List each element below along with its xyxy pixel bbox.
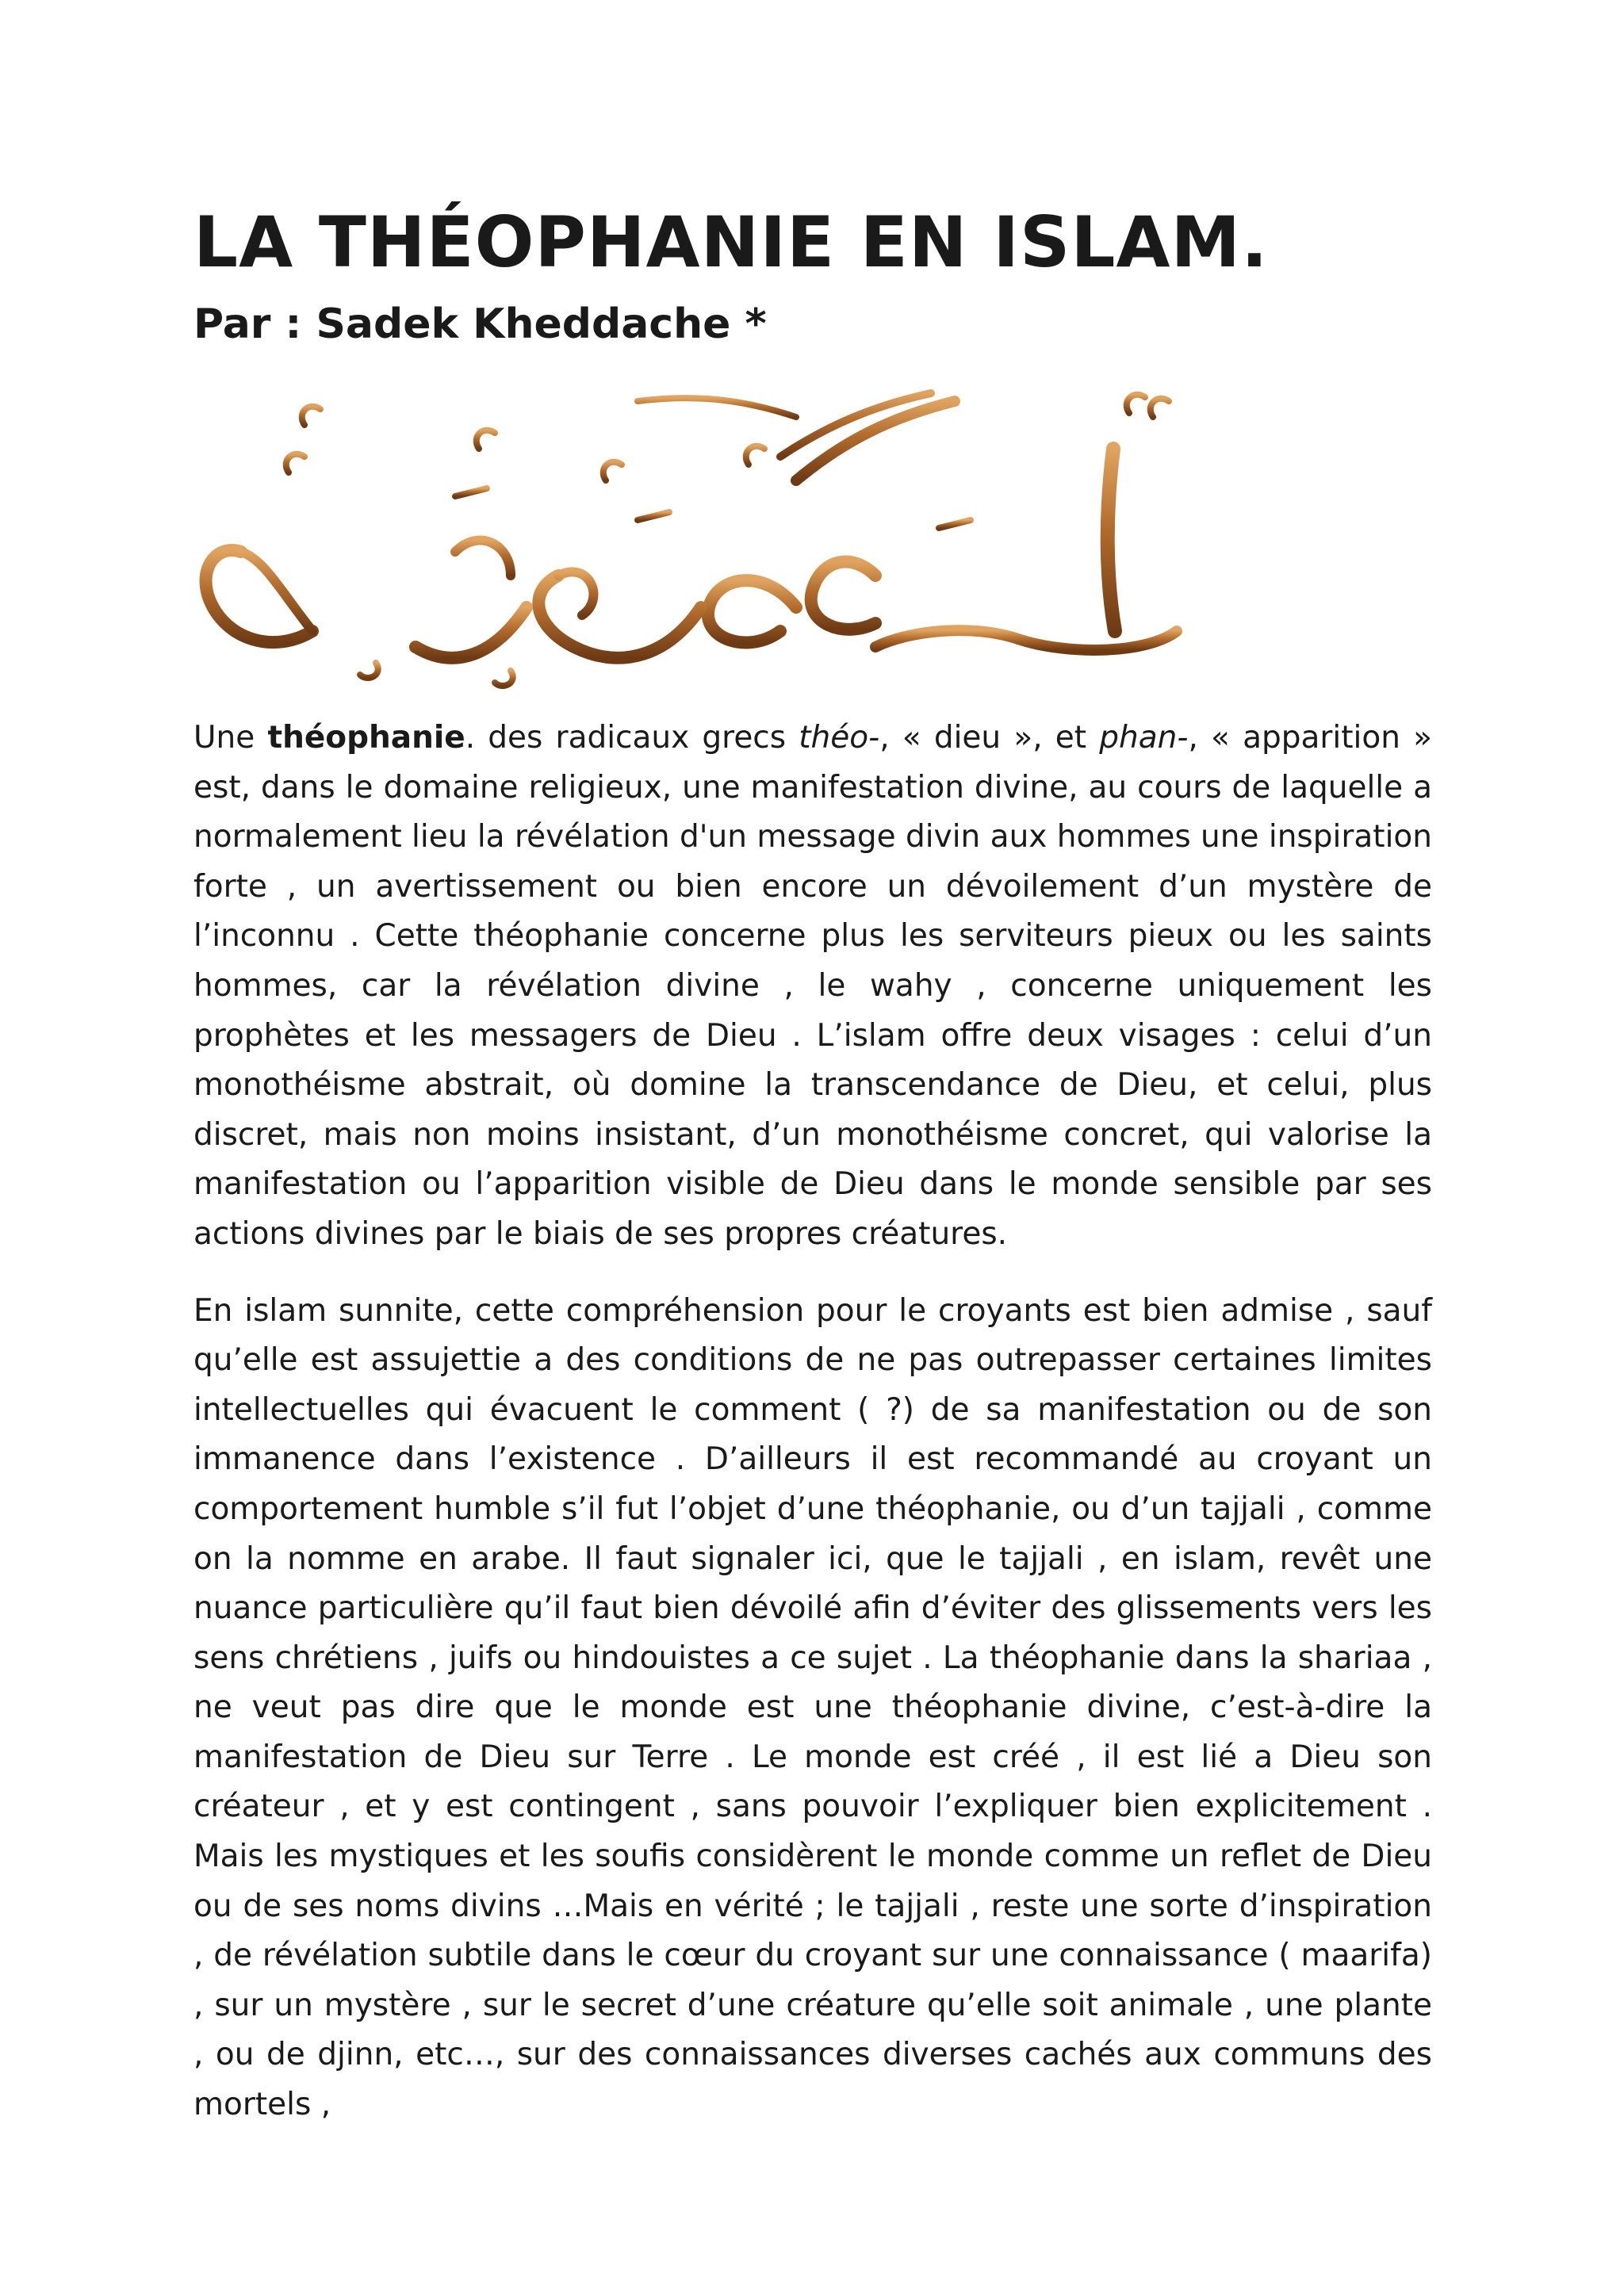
paragraph-1-phan: phan- bbox=[1099, 720, 1189, 756]
paragraph-1-lead: Une bbox=[193, 720, 268, 756]
paragraph-2: En islam sunnite, cette compréhension pour le croyants est bien admise , sauf qu’elle est assujettie a des conditions de ne pas outrepasser certaines limites intellectuelles qui évacuent le comment ( ?) de sa manifestation ou de son immanence dans l’existence . D’ailleurs il est recommandé au croyant un comportement humble s’il fut l’objet d’une théophanie, ou d’un tajjali , comme on la nomme en arabe. Il faut signaler ici, que le tajjali , en islam, revêt une nuance particulière qu’il faut bien dévoilé afin d’éviter des glissements vers les sens chrétiens , juifs ou hindouistes a ce sujet . La théophanie dans la shariaa , ne veut pas dire que le monde est une théophanie divine, c’est-à-dire la manifestation de Dieu sur Terre . Le monde est créé , il est lié a Dieu son créateur , et y est contingent , sans pouvoir l’expliquer bien explicitement . Mais les mystiques et les soufis considèrent le monde comme un reflet de Dieu ou de ses noms divins …Mais en vérité ; le tajjali , reste une sorte d’inspiration , de révélation subtile dans le cœur du croyant sur une connaissance ( maarifa) , sur un mystère , sur le secret d’une créature qu’elle soit animale , une plante , ou de djinn, etc…, sur des connaissances diverses cachés aux communs des mortels , bbox=[193, 1292, 1432, 2123]
paragraph-1-term: théophanie bbox=[267, 720, 465, 756]
paragraph-1-text-b: , « dieu », et bbox=[879, 720, 1100, 756]
document-content bbox=[193, 198, 1432, 2130]
paragraph-1 bbox=[193, 714, 1432, 1260]
paragraph-1-text-c: , « apparition » est, dans le domaine religieux, une manifestation divine, au cours de laquelle a normalement lieu la révélation d'un message divin aux hommes une inspiration forte , un avertissement ou bien encore un dévoilement d’un mystère de l’inconnu . Cette théophanie concerne plus les serviteurs pieux ou les saints hommes, car la révélation divine , le wahy , concerne uniquement les prophètes et les messagers de Dieu . L’islam offre deux visages : celui d’un monothéisme abstrait, où domine la transcendance de Dieu, et celui, plus discret, mais non moins insistant, d’un monothéisme concret, qui valorise la manifestation ou l’apparition visible de Dieu dans le monde sensible par ses actions divines par le biais de ses propres créatures. bbox=[193, 720, 1433, 1252]
paragraph-1-text-a: . des radicaux grecs bbox=[465, 720, 799, 756]
arabic-calligraphy-shahada-icon bbox=[193, 369, 1193, 693]
paragraph-1-theo: théo- bbox=[799, 720, 880, 756]
author-line: Par : Sadek Kheddache * bbox=[193, 300, 767, 348]
document-title: LA THÉOPHANIE EN ISLAM. bbox=[193, 201, 1269, 283]
